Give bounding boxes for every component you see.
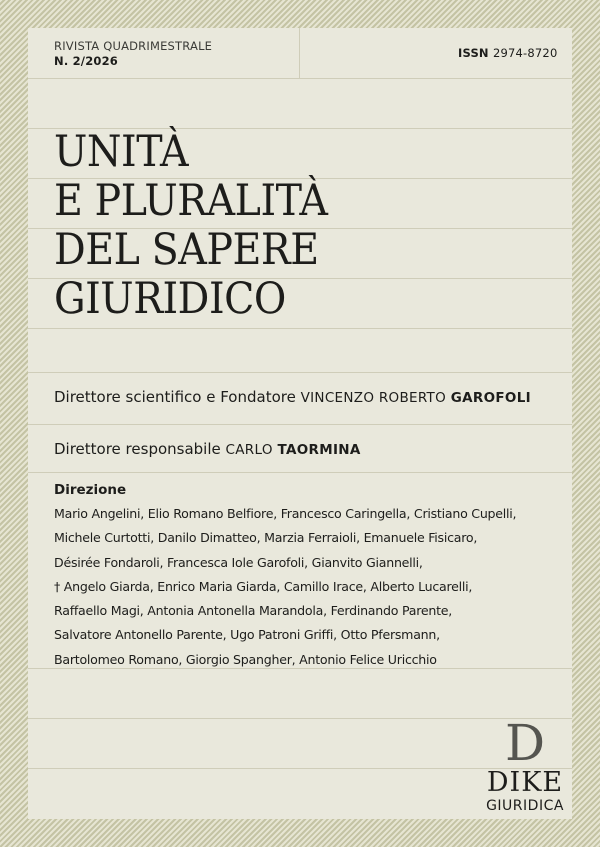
- title-line: UNITÀ: [54, 127, 189, 177]
- board-heading: Direzione: [54, 482, 127, 498]
- journal-cover: [28, 28, 572, 819]
- rule: [28, 424, 572, 425]
- title-line: GIURIDICO: [54, 274, 286, 324]
- rule: [28, 328, 572, 329]
- board-line: Mario Angelini, Elio Romano Belfiore, Francesco Caringella, Cristiano Cupelli,: [54, 506, 517, 521]
- board-line: Bartolomeo Romano, Giorgio Spangher, Antonio Felice Uricchio: [54, 651, 437, 667]
- board-line: † Angelo Giarda, Enrico Maria Giarda, Camillo Irace, Alberto Lucarelli,: [54, 578, 473, 594]
- board-line: Michele Curtotti, Danilo Dimatteo, Marzia Ferraioli, Emanuele Fisicaro,: [54, 530, 478, 546]
- board-line: Salvatore Antonello Parente, Ugo Patroni Griffi, Otto Pfersmann,: [54, 627, 440, 643]
- title-line: E PLURALITÀ: [54, 176, 328, 226]
- board-members: [54, 502, 564, 672]
- scientific-director-first-names: VINCENZO ROBERTO: [300, 390, 447, 406]
- board-line: Désirée Fondaroli, Francesca Iole Garofoli, Gianvito Giannelli,: [54, 554, 423, 570]
- header-divider: [299, 28, 300, 78]
- board-line: Raffaello Magi, Antonia Antonella Marandola, Ferdinando Parente,: [54, 603, 453, 619]
- journal-title: [54, 128, 351, 324]
- publisher-subname: GIURIDICA: [486, 798, 564, 814]
- scientific-director-role: Direttore scientifico e Fondatore: [54, 388, 296, 406]
- scientific-director-surname: GAROFOLI: [450, 390, 531, 406]
- issn: [458, 46, 557, 60]
- rule: [28, 78, 572, 79]
- responsible-director-surname: TAORMINA: [277, 442, 361, 458]
- publisher-monogram: D: [504, 714, 546, 772]
- title-line: DEL SAPERE: [54, 225, 319, 275]
- rule: [28, 372, 572, 373]
- issn-number: 2974-8720: [492, 46, 558, 60]
- publisher-logo: [483, 714, 567, 814]
- periodicity-label: RIVISTA QUADRIMESTRALE: [54, 39, 213, 53]
- responsible-director-role: Direttore responsabile: [54, 440, 221, 458]
- issn-label: ISSN: [458, 46, 489, 60]
- scientific-director: [54, 388, 531, 406]
- rule: [28, 472, 572, 473]
- issue-number: N. 2/2026: [54, 54, 119, 68]
- responsible-director-first-names: CARLO: [225, 442, 273, 458]
- publisher-name: DIKE: [486, 767, 564, 798]
- responsible-director: [54, 440, 361, 458]
